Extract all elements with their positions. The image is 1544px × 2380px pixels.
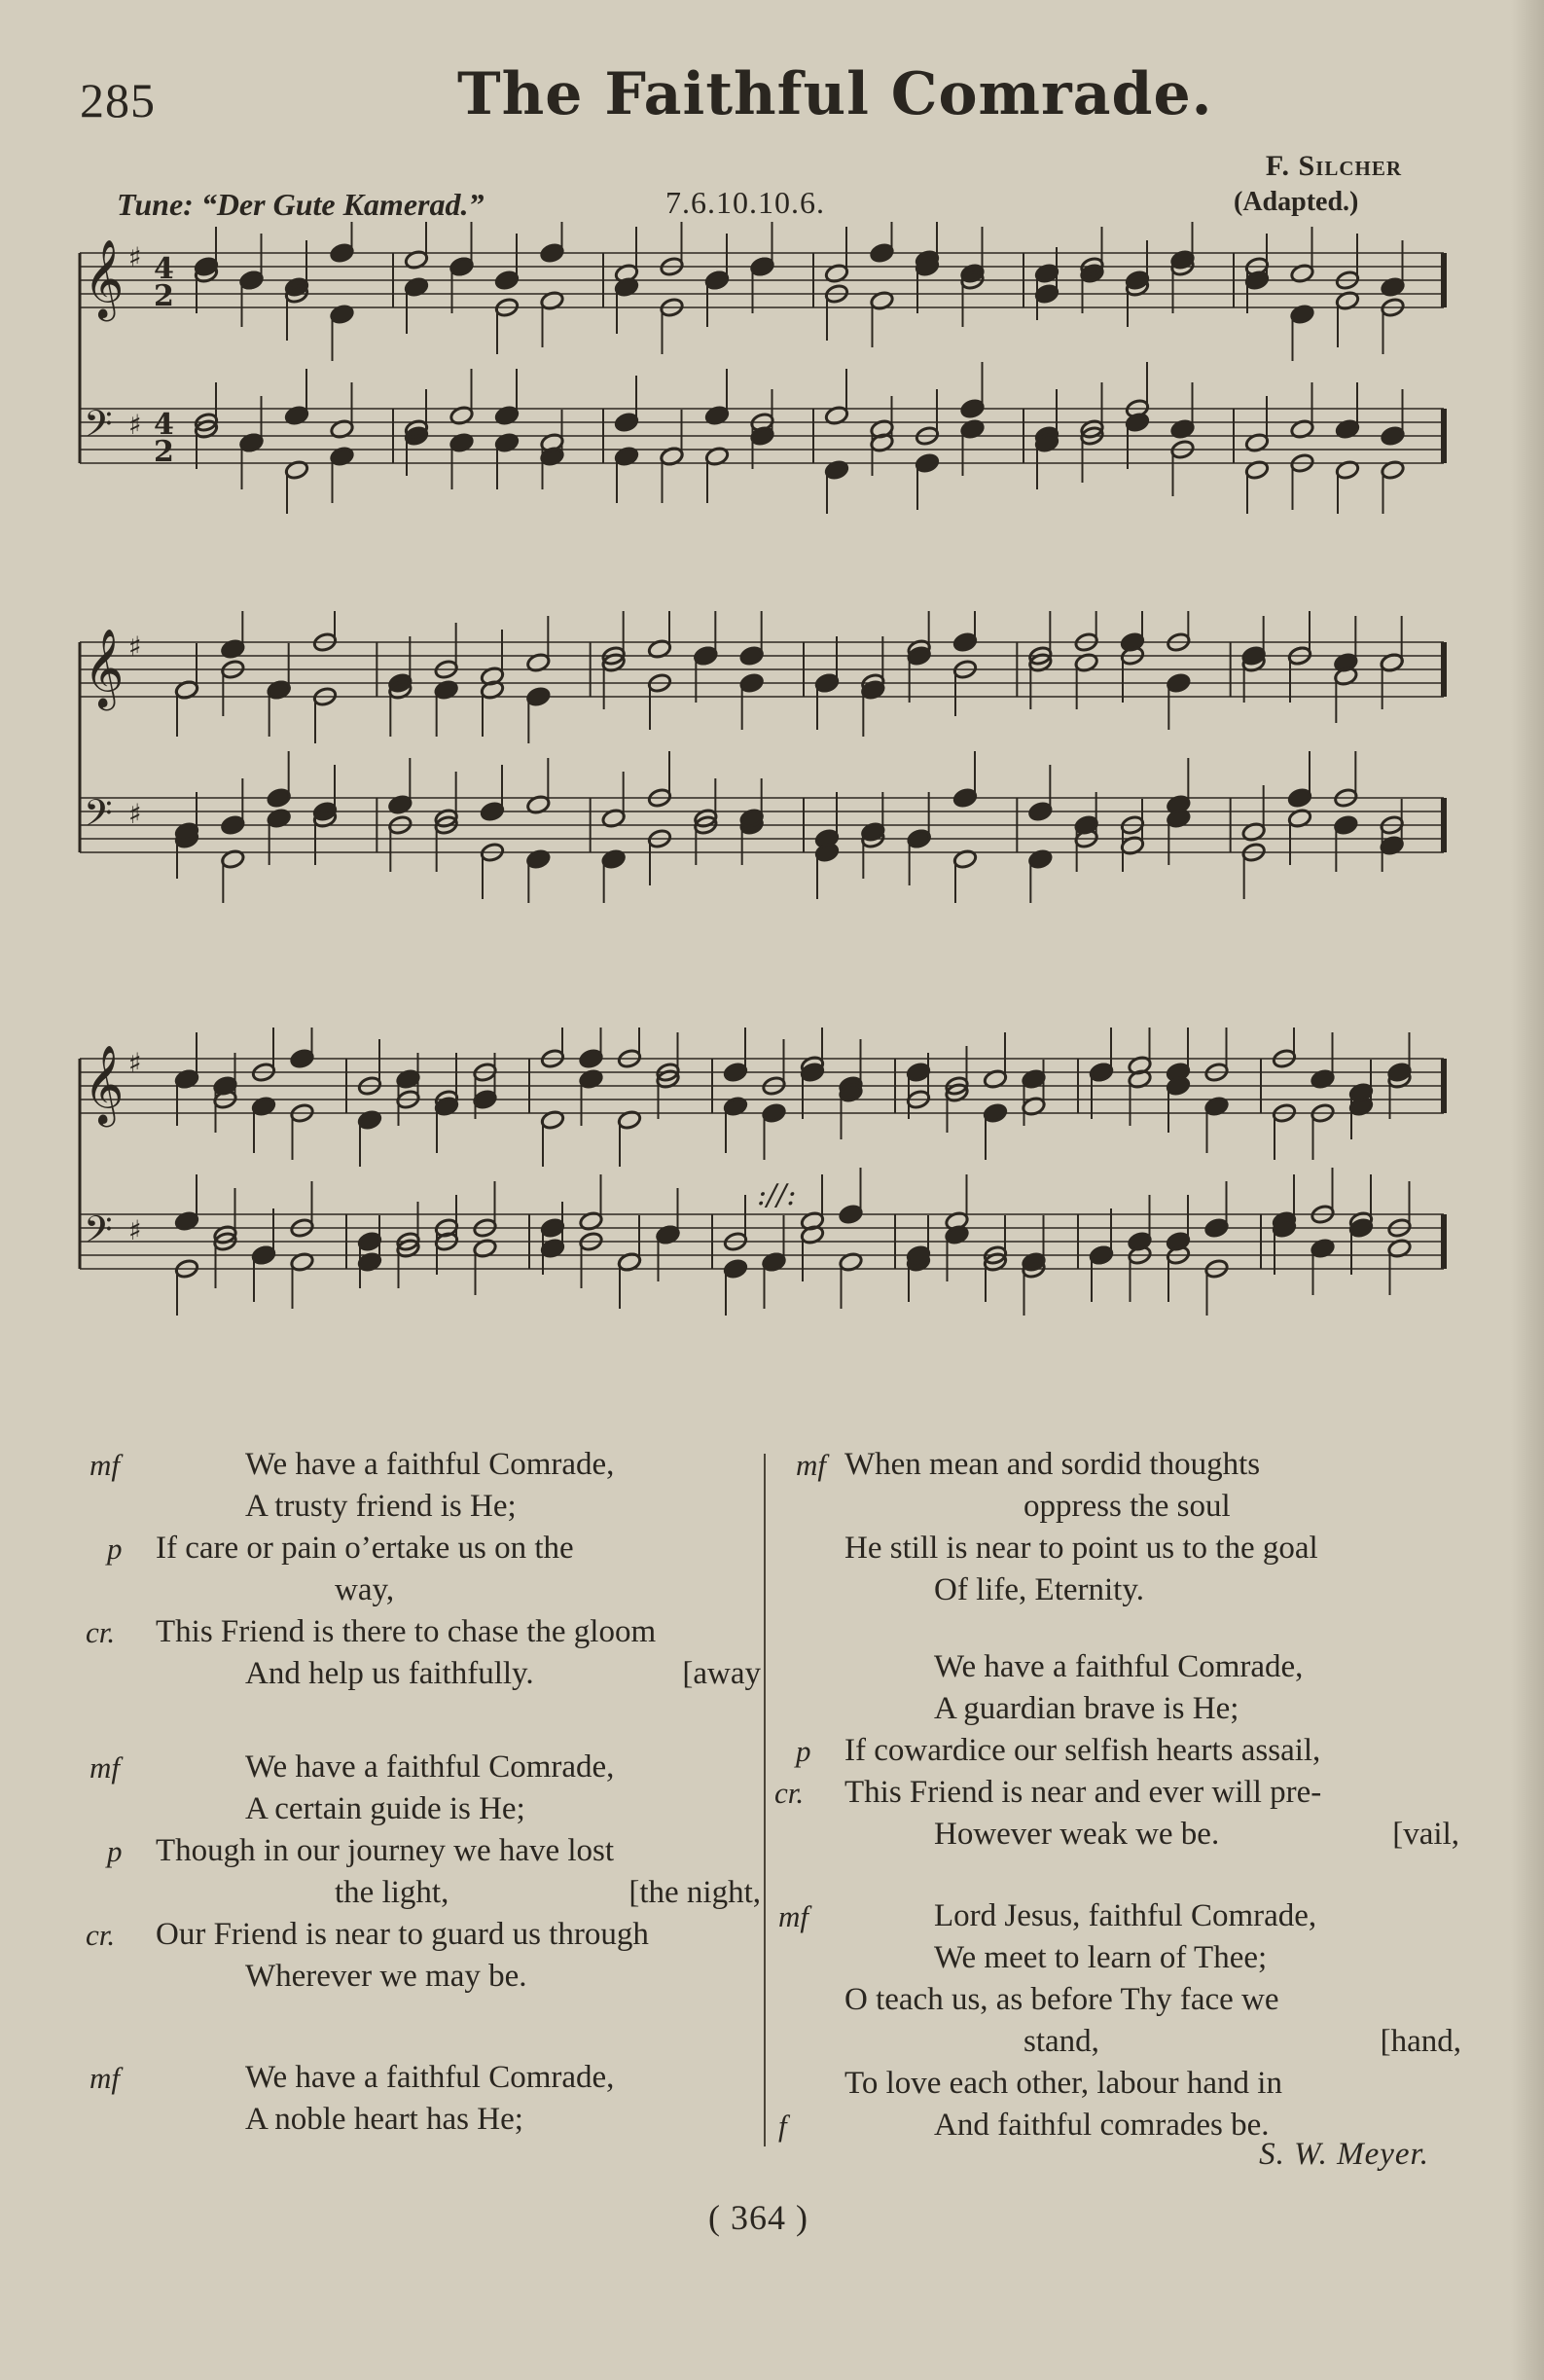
tune-name: Tune: “Der Gute Kamerad.” [117,187,485,222]
verse-text: To love each other, labour hand in [844,2066,1282,2101]
verse-text: And help us faithfully. [245,1656,534,1691]
verse-3 [90,2057,761,2141]
key-signature-sharp: ♯ [128,631,142,663]
verse-runover: [away [682,1656,761,1691]
dynamic-marking: mf [796,1448,826,1482]
key-signature-sharp: ♯ [128,241,142,273]
verse-text: However weak we be. [934,1817,1220,1852]
verse-runover: [vail, [1392,1817,1459,1852]
verse-line [778,1937,1461,1979]
verse-line [778,1688,1459,1730]
verse-line [90,1747,761,1788]
verse-line [778,1814,1459,1856]
verse-text: Wherever we may be. [245,1959,527,1994]
dynamic-marking: p [107,1834,123,1868]
treble-clef: 𝄞 [84,238,125,318]
verse-line [86,1611,761,1653]
repeat-sign: ://: [757,1178,797,1212]
verse-text: And faithful comrades be. [934,2108,1270,2143]
time-signature-bottom: 2 [154,435,174,469]
key-signature-sharp: ♯ [128,1047,142,1079]
verse-text: oppress the soul [1023,1489,1231,1524]
verse-line [90,2057,761,2099]
bass-clef: 𝄢 [84,1208,113,1260]
verse-text: If care or pain o’ertake us on the [156,1531,574,1566]
verse-text: We have a faithful Comrade, [245,1447,615,1482]
verse-text: A certain guide is He; [245,1791,525,1826]
verse-line [90,1788,761,1830]
dynamic-marking: p [107,1532,123,1566]
dynamic-marking: p [796,1734,811,1768]
verse-text: the light, [335,1875,449,1910]
dynamic-marking: mf [778,1899,808,1933]
verse-line [90,1528,761,1569]
verse-text: If cowardice our selfish hearts assail, [844,1733,1321,1768]
verse-text: Our Friend is near to guard us through [156,1917,649,1952]
book-spine-shadow [1511,0,1544,2380]
dynamic-marking: mf [90,2061,120,2095]
verse-text: This Friend is near and ever will pre- [844,1775,1322,1810]
hymn-number: 285 [80,73,156,127]
verse-line [778,1730,1459,1772]
key-signature-sharp: ♯ [128,1214,142,1246]
verse-line [778,2021,1461,2063]
verse-line [778,1528,1452,1569]
dynamic-marking: f [778,2109,787,2143]
treble-clef: 𝄞 [84,1044,125,1124]
verse-text: When mean and sordid thoughts [844,1447,1261,1482]
verse-text: stand, [1023,2024,1099,2059]
verse-text: We have a faithful Comrade, [245,2060,615,2095]
verse-2 [86,1747,761,1998]
verse-line [778,1895,1461,1937]
dynamic-marking: mf [90,1750,120,1785]
music-system-3 [76,1028,1467,1319]
verse-line [90,1653,761,1695]
verse-text: We have a faithful Comrade, [245,1749,615,1785]
verse-text: This Friend is there to chase the gloom [156,1614,657,1649]
key-signature-sharp: ♯ [128,798,142,830]
verse-line [90,1444,761,1486]
key-signature-sharp: ♯ [128,409,142,441]
verse-line [778,1486,1452,1528]
tune-meter: 7.6.10.10.6. [665,185,825,220]
verse-text: A trusty friend is He; [245,1489,517,1524]
verse-text: A guardian brave is He; [934,1691,1239,1726]
verse-line [90,1956,761,1998]
verse-line [90,1872,761,1914]
hymn-title: The Faithful Comrade. [457,60,1213,128]
verse-text: Lord Jesus, faithful Comrade, [934,1898,1317,1933]
verse-4 [774,1646,1459,1856]
verse-text: He still is near to point us to the goal [844,1531,1318,1566]
verse-line [778,1979,1461,2021]
dynamic-marking: cr. [86,1918,116,1952]
verse-runover: [hand, [1380,2024,1461,2059]
verse-line [90,2099,761,2141]
verse-line [778,1444,1452,1486]
verse-line [90,1569,761,1611]
verse-text: A noble heart has He; [245,2102,523,2137]
column-divider [764,1454,766,2146]
verse-line [774,1772,1459,1814]
composer: F. Silcher [1265,150,1402,182]
verse-text: We meet to learn of Thee; [934,1940,1268,1975]
verse-line [90,1486,761,1528]
dynamic-marking: mf [90,1448,120,1482]
verse-line [778,2063,1461,2105]
verse-text: way, [335,1572,395,1607]
verse-text: Of life, Eternity. [934,1572,1144,1607]
verse-3-continued [778,1444,1452,1611]
page-number: ( 364 ) [708,2198,808,2237]
verse-text: We have a faithful Comrade, [934,1649,1304,1684]
time-signature-top: 4 [154,408,174,442]
dynamic-marking: cr. [774,1776,805,1810]
verse-text: Though in our journey we have lost [156,1833,615,1868]
music-system-1 [76,222,1467,514]
composer-note: (Adapted.) [1234,187,1359,217]
verse-line [778,1646,1459,1688]
bass-clef: 𝄢 [84,791,113,844]
verse-runover: [the night, [628,1875,761,1910]
time-signature-top: 4 [154,252,174,286]
verse-text: O teach us, as before Thy face we [844,1982,1279,2017]
dynamic-marking: cr. [86,1615,116,1649]
treble-clef: 𝄞 [84,628,125,707]
verse-line [778,1569,1452,1611]
verse-line [90,1830,761,1872]
verse-5 [778,1895,1461,2146]
time-signature-bottom: 2 [154,279,174,313]
bass-clef: 𝄢 [84,402,113,454]
music-system-2 [76,611,1467,903]
verse-1 [86,1444,761,1695]
verse-line [86,1914,761,1956]
lyricist: S. W. Meyer. [1259,2137,1429,2172]
